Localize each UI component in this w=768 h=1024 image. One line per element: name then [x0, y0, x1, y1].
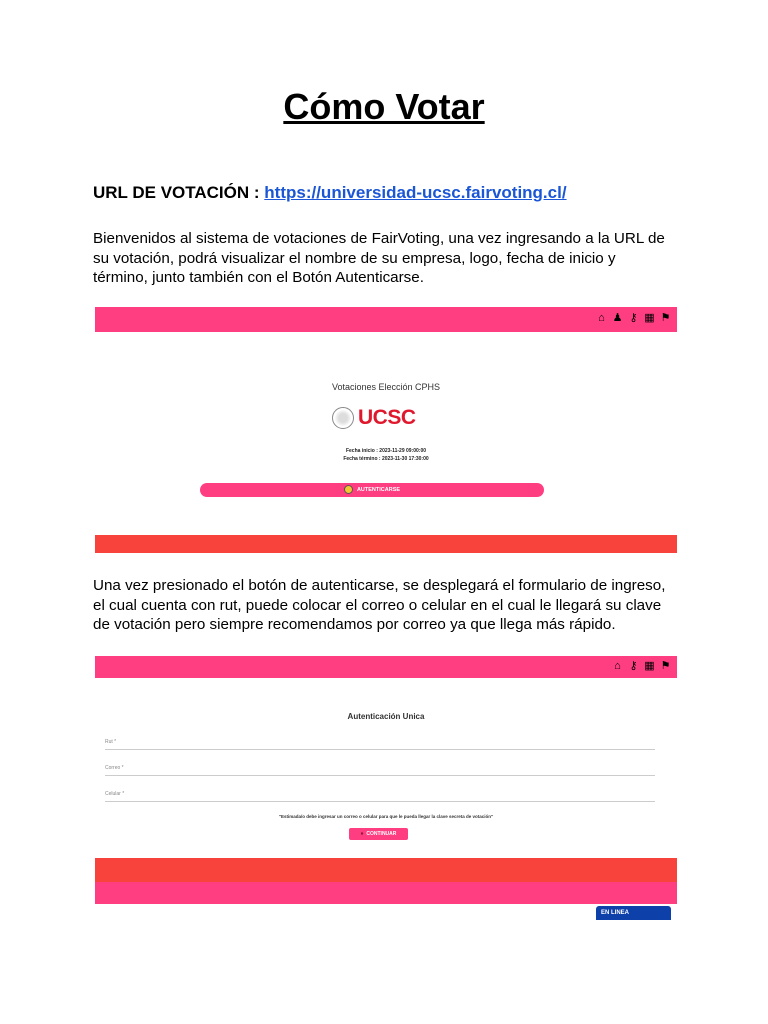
phone-field[interactable]: Celular * [105, 791, 655, 802]
logo-text: UCSC [358, 406, 416, 429]
top-bar [95, 307, 677, 332]
intro-paragraph: Bienvenidos al sistema de votaciones de FairVoting, una vez ingresando a la URL de su votación, podrá visualizar el nombre de su empresa, logo, fecha de inicio y término, junto también con el Botón Autenticarse. [93, 230, 665, 286]
url-label: URL DE VOTACIÓN : [93, 183, 260, 202]
online-badge[interactable]: EN LINEA [596, 906, 671, 920]
auth-icon [344, 485, 353, 494]
seal-icon [332, 407, 354, 429]
election-title: Votaciones Elección CPHS [331, 382, 441, 392]
bottom-bar [95, 535, 677, 553]
screenshot-landing [95, 307, 677, 553]
email-field[interactable]: Correo * [105, 765, 655, 776]
ucsc-logo [332, 406, 416, 430]
start-date: Fecha inicio : 2023-11-29 09:00:00 [345, 448, 427, 454]
building-icon: ▦ [644, 312, 655, 324]
home-icon: ⌂ [614, 660, 621, 672]
key-icon: ⚷ [629, 312, 638, 324]
building-icon: ▦ [644, 660, 655, 672]
top-bar [95, 656, 677, 678]
screenshot-auth-form [95, 656, 677, 906]
end-date: Fecha término : 2023-11-30 17:30:00 [343, 456, 429, 462]
form-title: Autenticación Unica [347, 712, 425, 721]
footer-red [95, 858, 677, 882]
form-notice: "Estimada/o debe ingresar un correo o celular para que le pueda llegar la clave secreta de votación" [278, 814, 494, 819]
flag-icon: ⚑ [660, 312, 671, 324]
dates [95, 447, 677, 463]
continue-button[interactable]: » CONTINUAR [349, 828, 408, 840]
person-icon: ♟ [612, 312, 623, 324]
url-line [93, 183, 567, 203]
home-icon: ⌂ [598, 312, 605, 324]
flag-icon: ⚑ [660, 660, 671, 672]
arrows-icon: » [360, 831, 364, 837]
form-paragraph: Una vez presionado el botón de autenticarse, se desplegará el formulario de ingreso, el cual cuenta con rut, puede colocar el correo o celular en el cual le llegará su clave de votación pero siempre recomendamos por correo ya que llega más rápido. [93, 577, 666, 633]
rut-field[interactable]: Rut * [105, 739, 655, 750]
authenticate-button[interactable]: AUTENTICARSE [200, 483, 544, 497]
footer-pink [95, 882, 677, 904]
voting-url-link[interactable]: https://universidad-ucsc.fairvoting.cl/ [264, 183, 567, 202]
page-title: Cómo Votar [283, 86, 485, 127]
key-icon: ⚷ [629, 660, 638, 672]
